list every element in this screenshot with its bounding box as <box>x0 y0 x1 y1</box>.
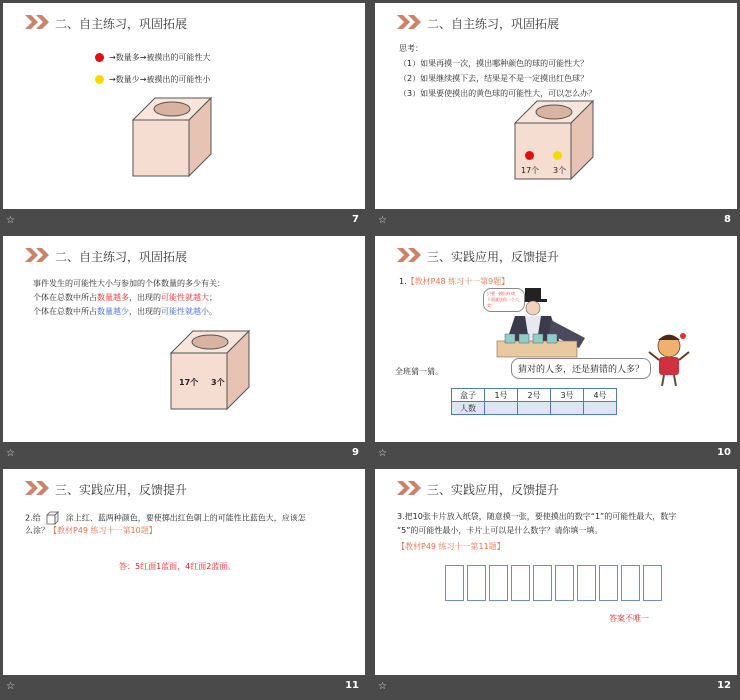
blank-card[interactable] <box>577 565 596 601</box>
text-seg-highlight: 可能性就越大 <box>161 293 209 302</box>
text-seg-highlight: 可能性就越小 <box>161 307 209 316</box>
slide-number: 7 <box>352 214 359 225</box>
yellow-count: 3个 <box>553 166 567 175</box>
table-cell <box>518 402 551 415</box>
blank-card[interactable] <box>511 565 530 601</box>
question-3: （3）如果要使摸出的黄色球的可能性大，可以怎么办？ <box>399 89 597 98</box>
text-seg: 么涂？ <box>25 526 49 535</box>
table-row <box>452 402 617 415</box>
star-icon: ☆ <box>378 448 387 459</box>
box-icon <box>133 98 213 178</box>
textbook-ref: 【教材P49 练习十一第10题】 <box>49 526 157 535</box>
slide-title: 二、自主练习，巩固拓展 <box>55 250 188 264</box>
cube-icon <box>46 511 60 525</box>
slide-thumbnail-11[interactable] <box>3 469 365 700</box>
text-seg-highlight: 数量越少 <box>97 307 129 316</box>
table-header-cell: 4号 <box>584 389 617 402</box>
blank-card[interactable] <box>489 565 508 601</box>
red-ball-icon <box>525 151 534 160</box>
text-seg: ，出现的 <box>129 307 161 316</box>
blank-card[interactable] <box>445 565 464 601</box>
item-number: 1. <box>399 277 407 286</box>
slide-footer <box>375 676 737 700</box>
summary-line-3 <box>33 306 217 317</box>
star-icon: ☆ <box>378 215 387 226</box>
red-count: 17个 <box>179 378 199 387</box>
star-icon: ☆ <box>6 681 15 692</box>
slide-canvas <box>375 469 737 675</box>
textbook-ref: 【教材P49 练习十一第11题】 <box>397 542 505 551</box>
slide-canvas <box>3 3 365 209</box>
slide-title: 三、实践应用，反馈提升 <box>427 250 560 264</box>
red-ball-icon <box>95 53 104 62</box>
slide-number: 10 <box>717 447 731 458</box>
text-seg: 个体在总数中所占 <box>33 307 97 316</box>
table-header-cell: 2号 <box>518 389 551 402</box>
textbook-ref: 【教材P48 练习十一第9题】 <box>406 277 510 286</box>
text-seg: 涂上红、蓝两种颜色，要使掷出红色朝上的可能性比蓝色大，应该怎 <box>65 513 306 523</box>
box-icon <box>171 331 251 411</box>
table-cell <box>485 402 518 415</box>
blank-card[interactable] <box>643 565 662 601</box>
slide-footer <box>375 443 737 467</box>
table-cell <box>551 402 584 415</box>
kid-speech-bubble: 猜对的人多，还是猜错的人多？ <box>511 358 651 379</box>
star-icon: ☆ <box>6 448 15 459</box>
table-header-cell: 3号 <box>551 389 584 402</box>
star-icon: ☆ <box>378 681 387 692</box>
guess-table <box>451 388 617 415</box>
slide-thumbnail-12[interactable] <box>375 469 737 700</box>
answer-text: 答案不唯一 <box>609 614 649 623</box>
question-line-1 <box>25 511 306 525</box>
blank-card[interactable] <box>467 565 486 601</box>
slide-title: 二、自主练习，巩固拓展 <box>427 17 560 31</box>
text-seg: 2.给 <box>25 513 41 523</box>
slide-thumbnail-7[interactable] <box>3 3 365 234</box>
yellow-ball-icon <box>553 151 562 160</box>
yellow-count: 3个 <box>211 378 225 387</box>
kid-illustration-icon <box>647 330 693 388</box>
yellow-ball-icon <box>95 75 104 84</box>
guess-label: 全班猜一猜。 <box>395 367 443 376</box>
question-2: （2）如果继续摸下去，结果是不是一定摸出红色球？ <box>399 74 589 83</box>
table-cell <box>584 402 617 415</box>
question-line-2 <box>25 525 157 536</box>
summary-line-1: 事件发生的可能性大小与参加的个体数量的多少有关： <box>33 279 225 288</box>
slide-number: 12 <box>717 680 731 691</box>
slide-canvas <box>375 3 737 209</box>
table-row <box>452 389 617 402</box>
star-icon: ☆ <box>6 215 15 226</box>
slide-thumbnail-9[interactable] <box>3 236 365 467</box>
text-seg-highlight: 数量越多 <box>97 293 129 302</box>
slide-title: 三、实践应用，反馈提升 <box>427 483 560 497</box>
slide-title: 三、实践应用，反馈提升 <box>55 483 188 497</box>
question-1: （1）如果再摸一次，摸出哪种颜色的球的可能性大？ <box>399 59 589 68</box>
slide-thumbnail-10[interactable] <box>375 236 737 467</box>
text-seg: ，出现的 <box>129 293 161 302</box>
blank-card[interactable] <box>621 565 640 601</box>
slide-canvas <box>3 469 365 675</box>
blank-card[interactable] <box>533 565 552 601</box>
text-seg: ； <box>209 293 217 302</box>
slide-footer <box>3 210 365 234</box>
legend-yellow-text: →数量少→被摸出的可能性小 <box>109 75 211 84</box>
slide-canvas <box>375 236 737 442</box>
blank-card[interactable] <box>599 565 618 601</box>
question-line-1: 3.把10张卡片放入纸袋，随意摸一张，要使摸出的数字“1”的可能性最大，数字 <box>397 512 677 521</box>
answer-text: 答：5红面1蓝面，4红面2蓝面。 <box>119 562 236 571</box>
summary-line-2 <box>33 292 217 303</box>
magician-speech-bubble: 只要一摸出红球，下面就送你一个大奖！ <box>483 288 525 312</box>
think-label: 思考： <box>399 44 423 53</box>
slide-footer <box>3 676 365 700</box>
slide-number: 8 <box>724 214 731 225</box>
text-seg: 。 <box>209 307 217 316</box>
slide-thumbnail-8[interactable] <box>375 3 737 234</box>
slide-canvas <box>3 236 365 442</box>
table-header-cell: 1号 <box>485 389 518 402</box>
legend-red-text: →数量多→被摸出的可能性大 <box>109 53 211 62</box>
red-count: 17个 <box>521 166 540 175</box>
slide-title: 二、自主练习，巩固拓展 <box>55 17 188 31</box>
text-seg: 个体在总数中所占 <box>33 293 97 302</box>
slide-footer <box>3 443 365 467</box>
slide-footer <box>375 210 737 234</box>
slide-number: 11 <box>345 680 359 691</box>
blank-card[interactable] <box>555 565 574 601</box>
slide-number: 9 <box>352 447 359 458</box>
question-line-2: “5”的可能性最小，卡片上可以是什么数字？请你填一填。 <box>397 526 603 535</box>
table-header-cell: 盒子 <box>452 389 485 402</box>
table-cell: 人数 <box>452 402 485 415</box>
